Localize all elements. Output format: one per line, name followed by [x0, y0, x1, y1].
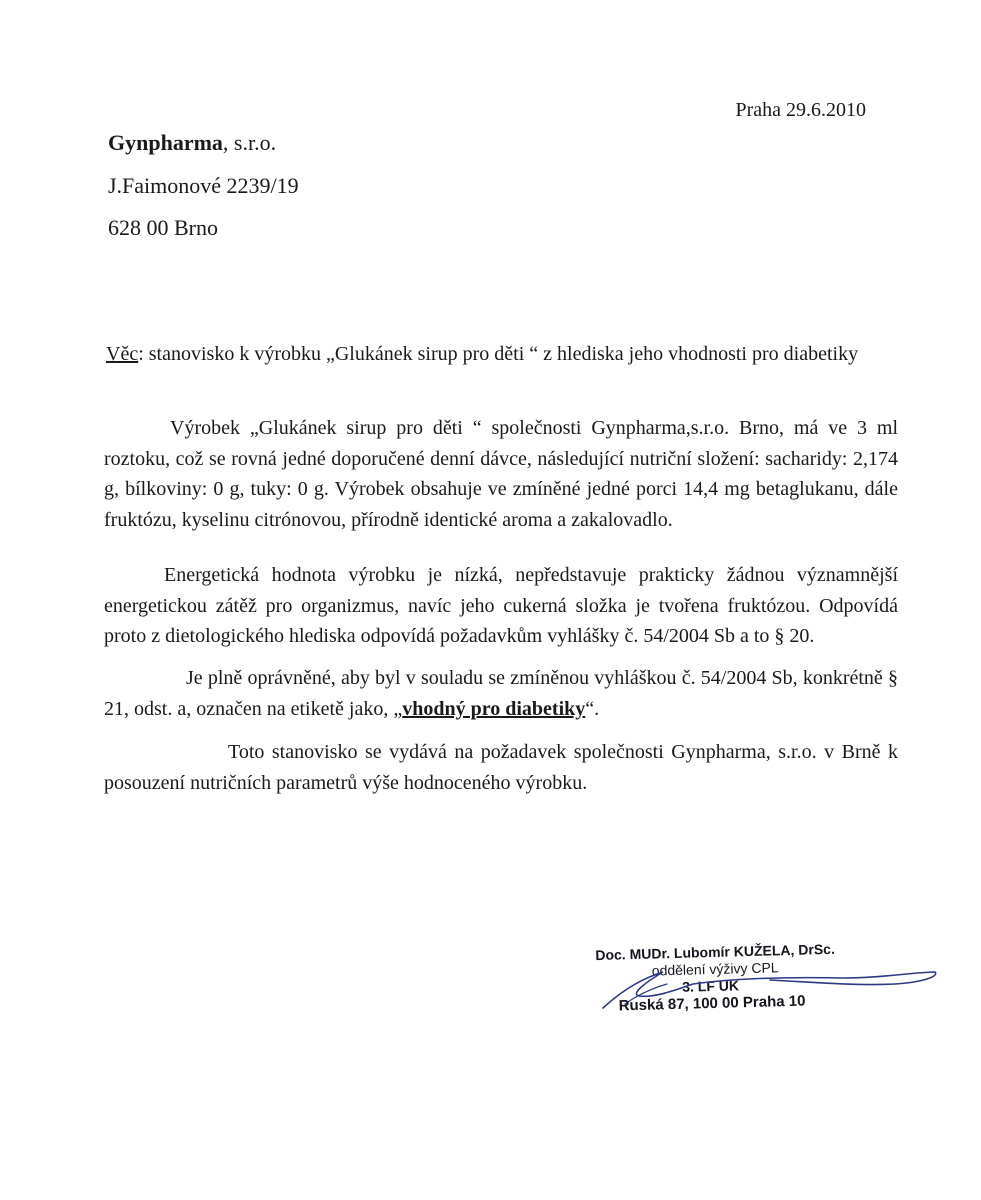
subject-label: Věc — [106, 343, 139, 365]
labeling-emphasis: vhodný pro diabetiky — [402, 697, 586, 720]
paragraph-statement-purpose: Toto stanovisko se vydává na požadavek společnosti Gynpharma, s.r.o. v Brně k posouzení nutričních parametrů výše hodnoceného výrobku. — [104, 741, 898, 794]
company-name: Gynpharma — [108, 130, 223, 155]
addressee-street: J.Faimonové 2239/19 — [108, 173, 299, 198]
subject-line — [106, 343, 858, 366]
handwritten-signature — [595, 960, 940, 1010]
addressee-company — [108, 130, 276, 156]
company-suffix: , s.r.o. — [222, 130, 277, 155]
stamp-name: Doc. MUDr. Lubomír KUŽELA, DrSc. — [595, 940, 836, 964]
signature-stroke — [603, 972, 936, 1008]
labeling-closing: “. — [585, 697, 600, 720]
paragraph-labeling — [104, 663, 898, 724]
labeling-text: Je plně oprávněné, aby byl v souladu se zmíněnou vyhláškou č. 54/2004 Sb, konkrétně § 21, odst. a, označen na etiketě jako, „ — [104, 667, 898, 720]
stamp-address: Ruská 87, 100 00 Praha 10 — [618, 992, 806, 1015]
letter-date: Praha 29.6.2010 — [735, 99, 866, 121]
paragraph-energy-value: Energetická hodnota výrobku je nízká, nepředstavuje prakticky žádnou významnější energetickou zátěž pro organizmus, navíc jeho cukerná složka je tvořena fruktózou. Odpovídá proto z dietologického hlediska odpovídá požadavkům vyhlášky č. 54/2004 Sb a to § 20. — [104, 564, 898, 647]
subject-text: : stanovisko k výrobku „Glukánek sirup pro děti “ z hlediska jeho vhodnosti pro diabetiky — [138, 343, 859, 365]
stamp-faculty: 3. LF UK — [682, 977, 740, 995]
addressee-city: 628 00 Brno — [108, 215, 218, 240]
stamp-department: oddělení výživy CPL — [651, 959, 779, 979]
paragraph-product-composition: Výrobek „Glukánek sirup pro děti “ společnosti Gynpharma,s.r.o. Brno, má ve 3 ml roztoku, což se rovná jedné doporučené denní dávce, následující nutriční složení: sacharidy: 2,174 g, bílkoviny: 0 g, tuky: 0 g. Výrobek obsahuje ve zmíněné jedné porci 14,4 mg betaglukanu, dále fruktózu, kyselinu citrónovou, přírodně identické aroma a zakalovadlo. — [104, 417, 898, 531]
